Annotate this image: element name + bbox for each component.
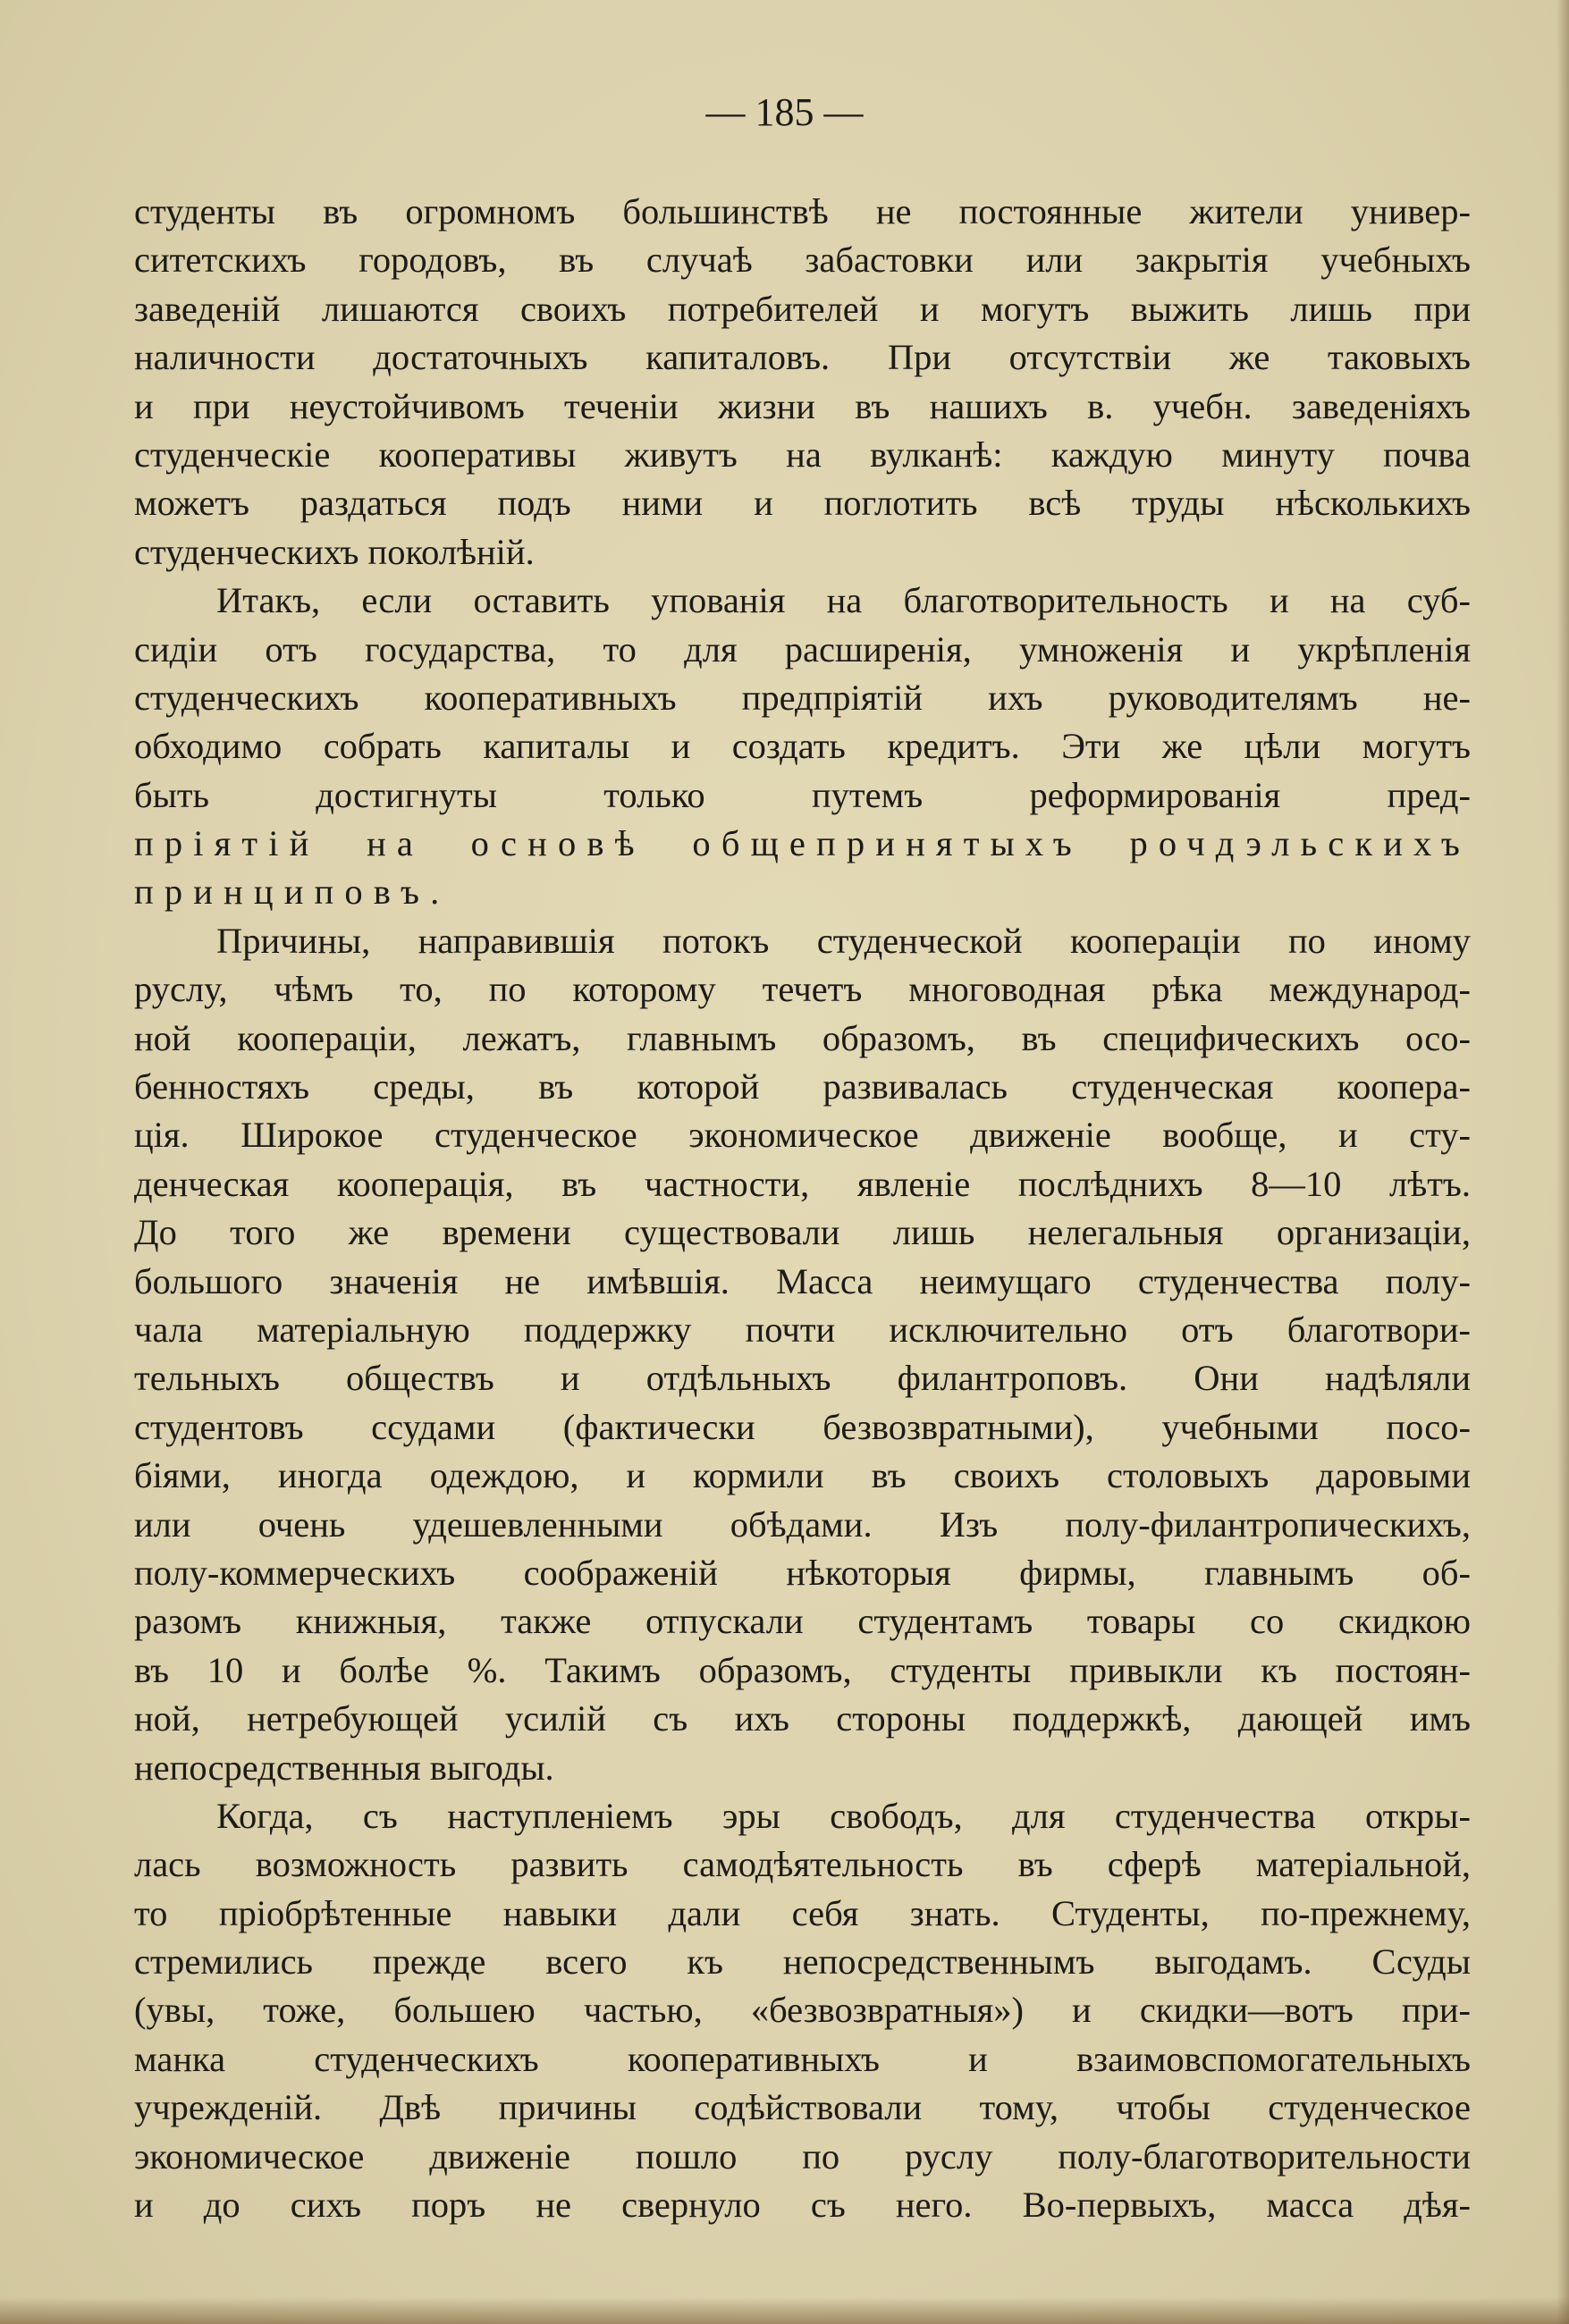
text-line: ной, нетребующей усилій съ ихъ стороны поддержкѣ, дающей имъ: [134, 1698, 1471, 1739]
text-line: лась возможность развить самодѣятельность въ сферѣ матеріальной,: [134, 1844, 1471, 1885]
text-line: заведеній лишаются своихъ потребителей и могутъ выжить лишь при: [134, 288, 1471, 329]
text-line: то пріобрѣтенные навыки дали себя знать. Студенты, по-прежнему,: [134, 1892, 1471, 1933]
paragraph-3: [134, 917, 1471, 1792]
text-line: (увы, тоже, большею частью, «безвозвратныя») и скидки—вотъ при-: [134, 1990, 1471, 2031]
text-line: студенческіе кооперативы живутъ на вулканѣ: каждую минуту почва: [134, 434, 1471, 475]
paragraph-2: [134, 577, 1471, 917]
text-line: сидіи отъ государства, то для расширенія, умноженія и укрѣпленія: [134, 628, 1471, 669]
text-line: чала матеріальную поддержку почти исключительно отъ благотвори-: [134, 1309, 1471, 1350]
body-text: [134, 188, 1471, 2229]
text-line: Итакъ, если оставить упованія на благотворительность и на суб-: [216, 580, 1471, 621]
paragraph-1: [134, 188, 1471, 577]
text-line: обходимо собрать капиталы и создать кредитъ. Эти же цѣли могутъ: [134, 726, 1471, 767]
text-line: ситетскихъ городовъ, въ случаѣ забастовки или закрытія учебныхъ: [134, 240, 1471, 281]
text-line: руслу, чѣмъ то, по которому течетъ многоводная рѣка международ-: [134, 969, 1471, 1010]
text-line: До того же времени существовали лишь нелегальныя организаціи,: [134, 1212, 1471, 1253]
text-line: студентовъ ссудами (фактически безвозвратными), учебными посо-: [134, 1406, 1471, 1447]
text-line: въ 10 и болѣе %. Такимъ образомъ, студенты привыкли къ постоян-: [134, 1649, 1471, 1690]
page-edge-shadow: [1556, 0, 1569, 2324]
text-line: наличности достаточныхъ капиталовъ. При отсутствіи же таковыхъ: [134, 337, 1471, 378]
text-line: денческая кооперація, въ частности, явленіе послѣднихъ 8—10 лѣтъ.: [134, 1163, 1471, 1204]
text-line: полу-коммерческихъ соображеній нѣкоторыя фирмы, главнымъ об-: [134, 1552, 1471, 1593]
text-line: или очень удешевленными обѣдами. Изъ полу-филантропическихъ,: [134, 1503, 1471, 1545]
text-line: біями, иногда одеждою, и кормили въ своихъ столовыхъ даровыми: [134, 1455, 1471, 1496]
text-line: стремились прежде всего къ непосредственнымъ выгодамъ. Ссуды: [134, 1941, 1471, 1983]
text-line: Когда, съ наступленіемъ эры свободъ, для студенчества откры-: [216, 1795, 1471, 1836]
text-line-spaced: принциповъ.: [134, 872, 451, 913]
page-bottom-shadow: [0, 2297, 1569, 2324]
text-line-spaced: пріятій на основѣ общепринятыхъ рочдэльскихъ: [134, 823, 1471, 864]
text-line: студенческихъ кооперативныхъ предпріятій ихъ руководителямъ не-: [134, 677, 1471, 718]
text-line: экономическое движеніе пошло по руслу полу-благотворительности: [134, 2135, 1471, 2177]
text-line: разомъ книжныя, также отпускали студентамъ товары со скидкою: [134, 1601, 1471, 1642]
text-line: тельныхъ обществъ и отдѣльныхъ филантроповъ. Они надѣляли: [134, 1358, 1471, 1399]
text-line: непосредственныя выгоды.: [134, 1747, 554, 1788]
text-line-spaced: быть достигнуты только путемъ реформированія пред-: [134, 774, 1471, 815]
paragraph-4: [134, 1792, 1471, 2230]
text-line: бенностяхъ среды, въ которой развивалась студенческая коопера-: [134, 1066, 1471, 1107]
text-line: большого значенія не имѣвшія. Масса неимущаго студенчества полу-: [134, 1260, 1471, 1301]
text-line: ной коопераціи, лежатъ, главнымъ образомъ, въ специфическихъ осо-: [134, 1017, 1471, 1058]
text-line: студенческихъ поколѣній.: [134, 531, 535, 572]
text-line: ція. Широкое студенческое экономическое движеніе вообще, и сту-: [134, 1115, 1471, 1156]
text-line: и до сихъ поръ не свернуло съ него. Во-первыхъ, масса дѣя-: [134, 2185, 1471, 2226]
text-line: и при неустойчивомъ теченіи жизни въ нашихъ в. учебн. заведеніяхъ: [134, 385, 1471, 426]
text-line: манка студенческихъ кооперативныхъ и взаимовспомогательныхъ: [134, 2038, 1471, 2079]
text-line: студенты въ огромномъ большинствѣ не постоянные жители универ-: [134, 191, 1471, 232]
text-line: можетъ раздаться подъ ними и поглотить всѣ труды нѣсколькихъ: [134, 483, 1471, 524]
text-line: Причины, направившія потокъ студенческой коопераціи по иному: [216, 920, 1471, 961]
text-line: учрежденій. Двѣ причины содѣйствовали тому, чтобы студенческое: [134, 2087, 1471, 2128]
page-number: — 185 —: [705, 90, 864, 134]
